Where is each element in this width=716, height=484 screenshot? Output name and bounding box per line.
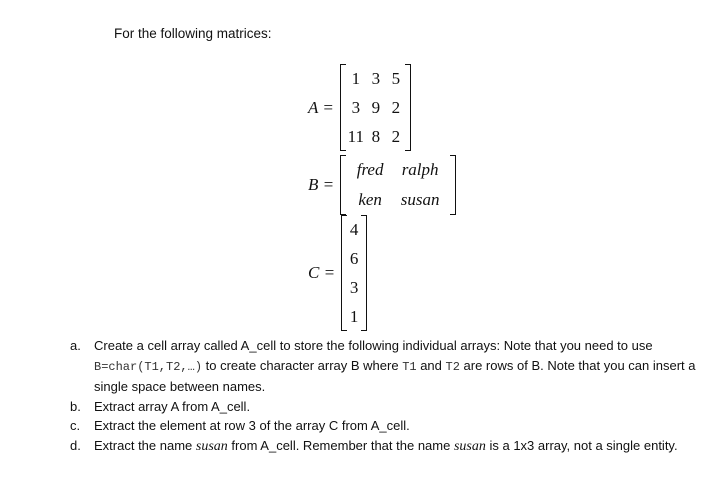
code-snippet: B=char(T1,T2,…) <box>94 359 203 374</box>
task-text-part: is a 1x3 array, not a single entity. <box>485 437 678 453</box>
matrix-cell: 3 <box>349 278 359 297</box>
task-text: Extract the element at row 3 of the array C from A_cell. <box>94 418 410 433</box>
matrix-cell: ken <box>358 190 382 209</box>
matrix-cell: 11 <box>347 127 364 146</box>
name-emphasis: susan <box>453 438 486 454</box>
task-text-part: are rows of B. Note that you can insert a single space between names. <box>94 357 696 394</box>
matrix-c-brackets <box>341 215 367 331</box>
task-letter: a. <box>70 338 81 353</box>
matrix-cell: 6 <box>349 249 359 268</box>
matrix-cell: 3 <box>371 69 381 88</box>
task-text-part: to create character array B where <box>202 357 403 373</box>
task-text-part: and <box>416 357 446 373</box>
matrix-cell: 2 <box>391 98 401 117</box>
task-item-d <box>70 436 710 457</box>
task-letter: c. <box>70 418 81 433</box>
matrix-cell: 4 <box>349 220 359 239</box>
matrix-a-label: A = <box>308 97 334 117</box>
matrix-cell: susan <box>400 190 440 209</box>
task-text-part: Create a cell array called A_cell to store the following individual arrays: Note that you need to use <box>94 338 653 353</box>
name-emphasis: susan <box>195 438 228 454</box>
matrix-a <box>308 64 411 151</box>
matrix-a-grid <box>340 64 411 151</box>
task-item-c <box>70 416 710 436</box>
matrix-cell: 3 <box>351 98 361 117</box>
intro-text: For the following matrices: <box>114 26 272 41</box>
matrix-c-grid <box>341 215 367 331</box>
matrix-cell: fred <box>356 160 384 179</box>
code-snippet: T1 <box>402 359 417 374</box>
matrix-b-brackets <box>340 155 456 215</box>
task-text-part: Extract the name <box>94 437 196 453</box>
matrix-cell: 8 <box>371 127 381 146</box>
task-text <box>94 436 710 457</box>
task-text <box>94 336 710 397</box>
matrix-c-label: C = <box>308 263 336 282</box>
task-letter: d. <box>70 437 81 453</box>
matrix-b-label: B = <box>308 175 335 194</box>
matrix-cell: 5 <box>391 69 401 88</box>
matrix-cell: 1 <box>349 307 359 326</box>
matrix-c <box>308 215 367 331</box>
task-text-part: from A_cell. Remember that the name <box>227 437 454 453</box>
task-text: Extract array A from A_cell. <box>94 398 251 414</box>
task-list <box>70 336 710 456</box>
matrix-b-grid <box>340 155 456 215</box>
task-letter: b. <box>70 398 81 414</box>
matrix-cell: ralph <box>401 160 439 179</box>
matrix-cell: 9 <box>371 98 381 117</box>
task-item-b <box>70 397 710 417</box>
matrix-cell: 1 <box>351 69 361 88</box>
matrix-a-brackets <box>340 64 411 151</box>
matrix-b <box>308 155 456 215</box>
code-snippet: T2 <box>445 359 460 374</box>
matrix-cell: 2 <box>391 127 401 146</box>
task-item-a <box>70 336 710 397</box>
